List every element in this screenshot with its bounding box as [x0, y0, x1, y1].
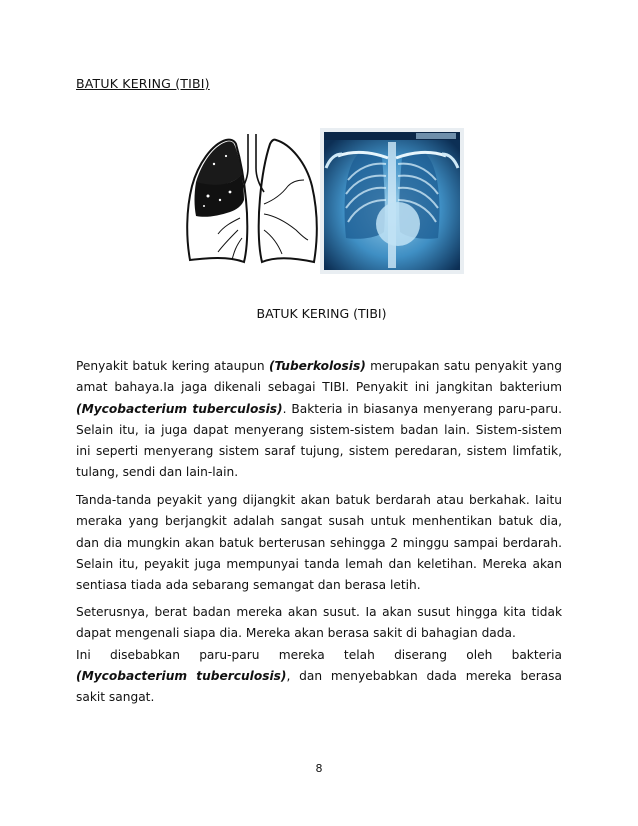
- paragraph-3-text-b: Ini disebabkan paru-paru mereka telah diserang oleh bakteria: [76, 647, 562, 662]
- paragraph-1: [76, 356, 562, 484]
- paragraph-3-text-a: Seterusnya, berat badan mereka akan susut. Ia akan susut hingga kita tidak dapat mengenali siapa dia. Mereka akan berasa sakit di bahagian dada.: [76, 605, 562, 641]
- term-mycobacterium-2: (Mycobacterium tuberculosis): [76, 668, 287, 683]
- term-tuberkolosis: (Tuberkolosis): [268, 359, 366, 373]
- paragraph-3: [76, 602, 562, 708]
- paragraph-1-text-c: . Bakteria in biasanya menyerang paru-paru. Selain itu, ia juga dapat menyerang sistem-sistem badan lain. Sistem-sistem ini seperti menyerang sistem saraf tujung, sistem peredaran, sistem limfatik, tulang, sendi dan lain-lain.: [76, 401, 562, 480]
- paragraph-3-text-c: , dan menyebabkan dada mereka berasa sakit sangat.: [76, 668, 562, 705]
- lungs-illustration: [178, 134, 326, 276]
- paragraph-1-text-b: merupakan satu penyakit yang amat bahaya.Ia jaga dikenali sebagai TIBI. Penyakit ini jangkitan bakterium: [76, 359, 563, 395]
- page-number: 8: [315, 762, 323, 775]
- paragraph-1-text-a: Penyakit batuk kering ataupun: [76, 359, 269, 373]
- chest-xray-image: [320, 128, 464, 274]
- paragraph-2: Tanda-tanda peyakit yang dijangkit akan batuk berdarah atau berkahak. Iaitu meraka yang berjangkit adalah sangat susah untuk menhentikan batuk dia, dan dia mungkin akan batuk berterusan sehingga 2 minggu sampai berdarah. Selain itu, peyakit juga mempunyai tanda lemah dan keletihan. Mereka akan sentiasa tiada ada sebarang semangat dan berasa letih.: [76, 493, 562, 593]
- figure-caption: BATUK KERING (TIBI): [256, 306, 387, 321]
- page-heading: BATUK KERING (TIBI): [76, 76, 210, 91]
- term-mycobacterium: (Mycobacterium tuberculosis): [76, 401, 283, 416]
